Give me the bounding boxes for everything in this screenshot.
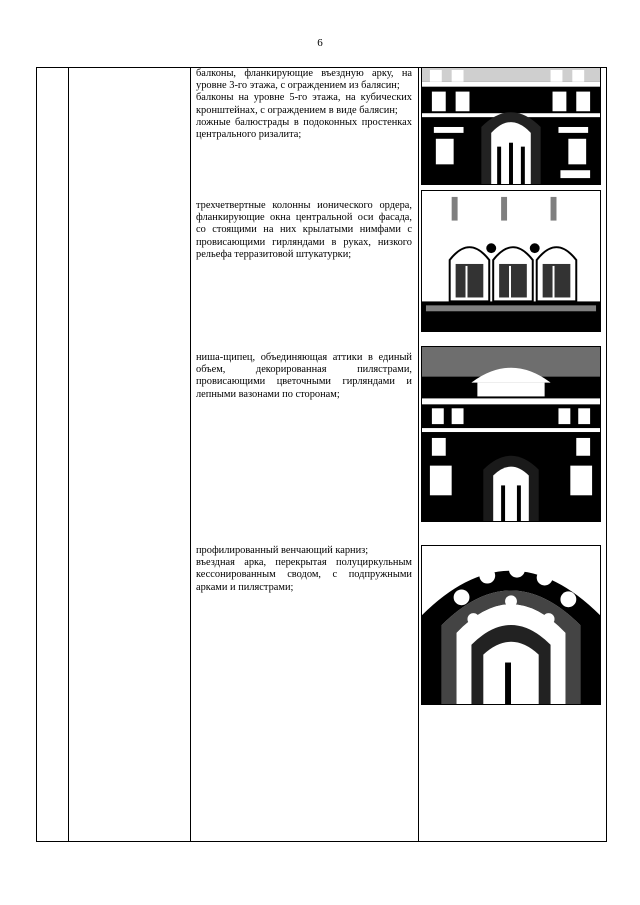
- page-number: 6: [317, 37, 323, 49]
- ionic-columns-photo: [421, 190, 601, 332]
- column-divider-2: [190, 68, 191, 841]
- attic-gable-photo: [421, 346, 601, 522]
- coffered-arch-photo: [421, 545, 601, 705]
- row-4-description: [196, 545, 412, 594]
- row-3-description: [196, 352, 412, 401]
- column-divider-1: [68, 68, 69, 841]
- row-2-description: [196, 200, 412, 261]
- facade-balconies-photo: [421, 67, 601, 185]
- row-4-line-1: профилированный венчающий карниз;: [196, 545, 369, 556]
- row-1-line-3: ложные балюстрады в подоконных простенках центрального ризалита;: [196, 116, 412, 141]
- column-divider-3: [418, 68, 419, 841]
- row-1-description: [196, 68, 412, 141]
- row-2-line-1: трехчетвертные колонны ионического ордера, фланкирующие окна центральной оси фасада, со стоящими на них крылатыми нимфами с провисающими гирляндами в руках, низкого рельефа терразитовой штукатурки;: [196, 200, 412, 260]
- row-1-line-1: балконы, фланкирующие въездную арку, на уровне 3-го этажа, с ограждением из балясин;: [196, 68, 412, 92]
- row-4-line-2: въездная арка, перекрытая полуциркульным кессонированным сводом, с подпружными арками и пилястрами;: [196, 557, 412, 593]
- row-1-line-2: балконы на уровне 5-го этажа, на кубических кронштейнах, с ограждением в виде балясин;: [196, 92, 412, 116]
- row-3-line-1: ниша-щипец, объединяющая аттики в единый объем, декорированная пилястрами, провисающими цветочными гирляндами и лепными вазонами по сторонам;: [196, 352, 412, 400]
